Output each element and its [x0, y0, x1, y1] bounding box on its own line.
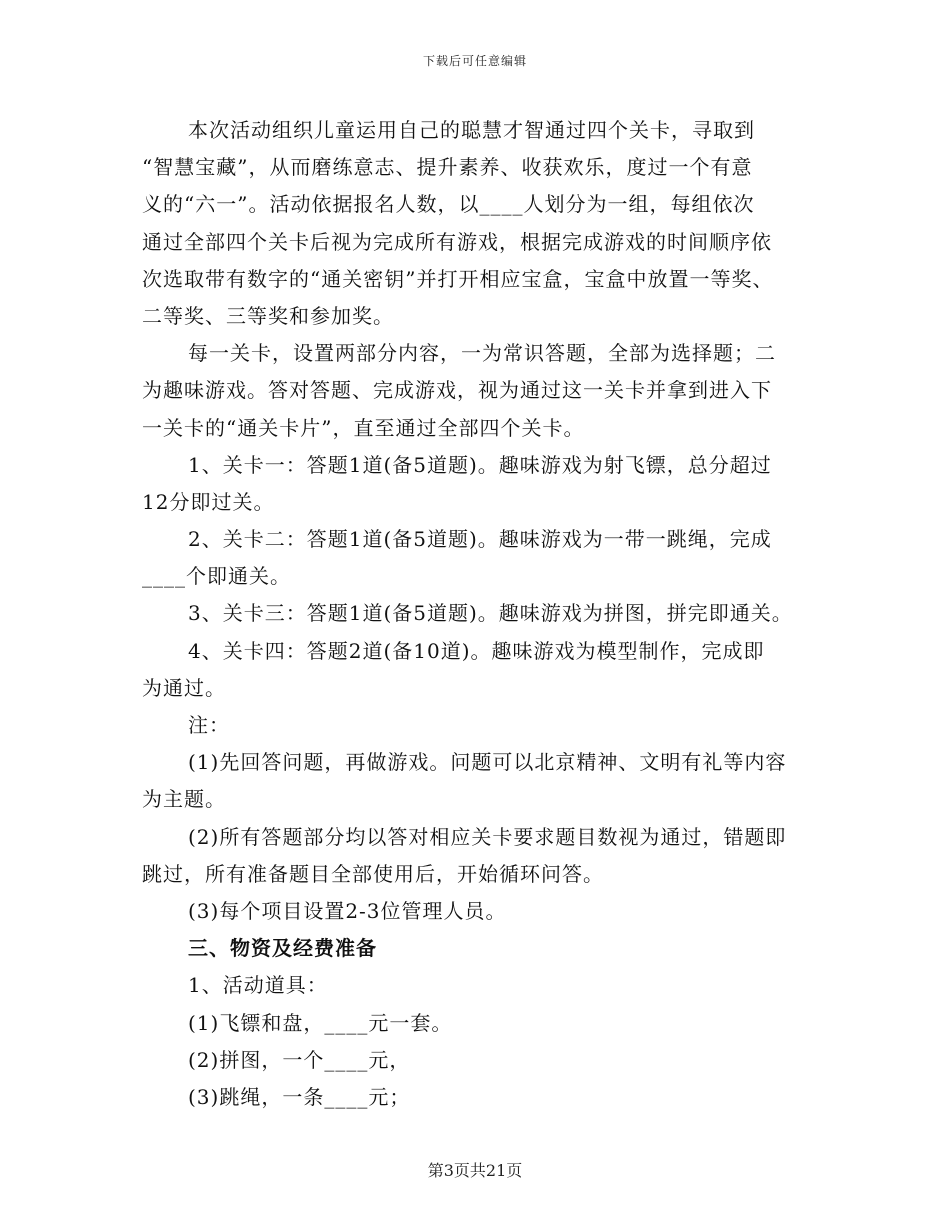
document-body [142, 112, 814, 1116]
text-line: 次选取带有数字的“通关密钥”并打开相应宝盒，宝盒中放置一等奖、 [142, 266, 774, 291]
text-line: 本次活动组织儿童运用自己的聪慧才智通过四个关卡，寻取到 [188, 118, 755, 142]
text-line: 4、关卡四：答题2道(备10道)。趣味游戏为模型制作，完成即 [188, 638, 765, 663]
section-heading: 三、物资及经费准备 [188, 936, 377, 961]
page-footer: 第3页共21页 [427, 1161, 523, 1180]
text-line: 跳过，所有准备题目全部使用后，开始循环问答。 [142, 861, 604, 886]
text-line: (2)拼图，一个____元， [188, 1047, 411, 1072]
text-line: 1、活动道具： [188, 973, 328, 998]
text-line: ____个即通关。 [142, 564, 291, 589]
text-line: 1、关卡一：答题1道(备5道题)。趣味游戏为射飞镖，总分超过 [188, 452, 772, 477]
page-header: 下载后可任意编辑 [422, 54, 527, 68]
text-line: 为趣味游戏。答对答题、完成游戏，视为通过这一关卡并拿到进入下 [142, 378, 772, 403]
text-line: (1)先回答问题，再做游戏。问题可以北京精神、文明有礼等内容 [188, 750, 787, 775]
text-line: 12分即过关。 [142, 489, 275, 514]
text-line: (3)跳绳，一条____元； [188, 1084, 411, 1109]
text-line: 每一关卡，设置两部分内容，一为常识答题，全部为选择题；二 [188, 341, 776, 366]
text-line: (2)所有答题部分均以答对相应关卡要求题目数视为通过，错题即 [188, 824, 787, 849]
text-line: 通过全部四个关卡后视为完成所有游戏，根据完成游戏的时间顺序依 [142, 229, 772, 254]
text-line: 义的“六一”。活动依据报名人数，以____人划分为一组，每组依次 [142, 192, 755, 217]
text-line: 二等奖、三等奖和参加奖。 [142, 303, 394, 328]
text-line: 为通过。 [142, 675, 226, 700]
text-line: 注： [188, 713, 230, 737]
text-line: 3、关卡三：答题1道(备5道题)。趣味游戏为拼图，拼完即通关。 [188, 601, 793, 626]
text-line: 2、关卡二：答题1道(备5道题)。趣味游戏为一带一跳绳，完成 [188, 527, 772, 552]
text-line: “智慧宝藏”，从而磨练意志、提升素养、收获欢乐，度过一个有意 [142, 155, 753, 180]
text-line: 为主题。 [142, 787, 226, 812]
text-line: (3)每个项目设置2-3位管理人员。 [188, 898, 507, 923]
text-line: 一关卡的“通关卡片”，直至通过全部四个关卡。 [142, 415, 585, 440]
text-line: (1)飞镖和盘，____元一套。 [188, 1010, 453, 1035]
